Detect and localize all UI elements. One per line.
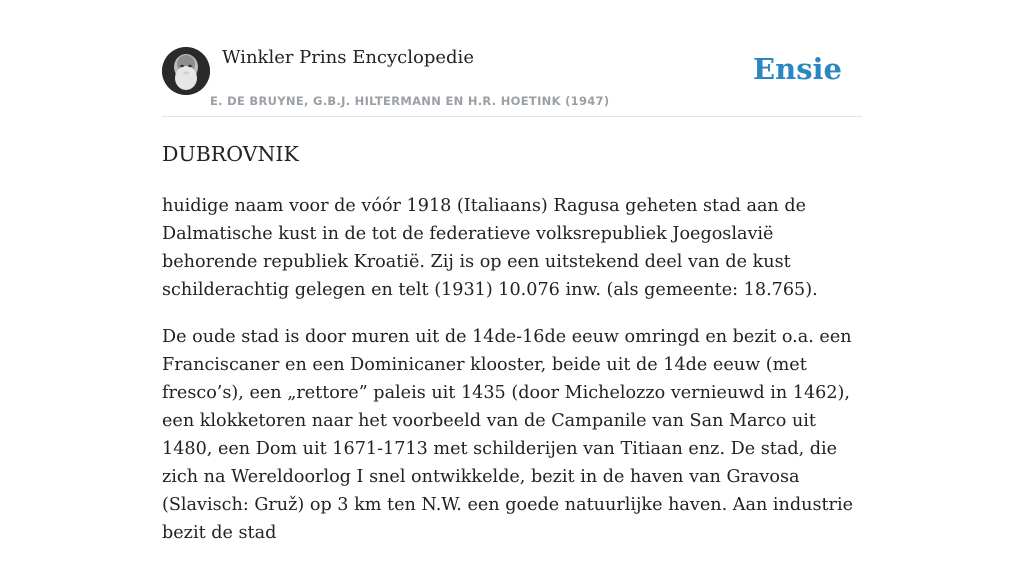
avatar <box>162 47 210 95</box>
source-authors: E. DE BRUYNE, G.B.J. HILTERMANN EN H.R. HOETINK (1947) <box>210 94 610 108</box>
brand-logo[interactable]: Ensie <box>753 52 842 86</box>
site-title[interactable]: Winkler Prins Encyclopedie <box>222 47 474 68</box>
page-title: DUBROVNIK <box>162 142 299 166</box>
article-body <box>162 192 866 566</box>
site-header <box>162 46 862 117</box>
article-paragraph: De oude stad is door muren uit de 14de-16de eeuw omringd en bezit o.a. een Franciscaner en een Dominicaner klooster, beide uit de 14de eeuw (met fresco’s), een „rettore” paleis uit 1435 (door Michelozzo vernieuwd in 1462), een klokketoren naar het voorbeeld van de Campanile van San Marco uit 1480, een Dom uit 1671-1713 met schilderijen van Titiaan enz. De stad, die zich na Wereldoorlog I snel ontwikkelde, bezit in de haven van Gravosa (Slavisch: Gruž) op 3 km ten N.W. een goede natuurlijke haven. Aan industrie bezit de stad <box>162 327 854 543</box>
author-portrait-icon <box>162 47 210 95</box>
article-paragraph: huidige naam voor de vóór 1918 (Italiaans) Ragusa geheten stad aan de Dalmatische kust in de tot de federatieve volksrepubliek Joegoslavië behorende republiek Kroatië. Zij is op een uitstekend deel van de kust schilderachtig gelegen en telt (1931) 10.076 inw. (als gemeente: 18.765). <box>162 196 818 300</box>
